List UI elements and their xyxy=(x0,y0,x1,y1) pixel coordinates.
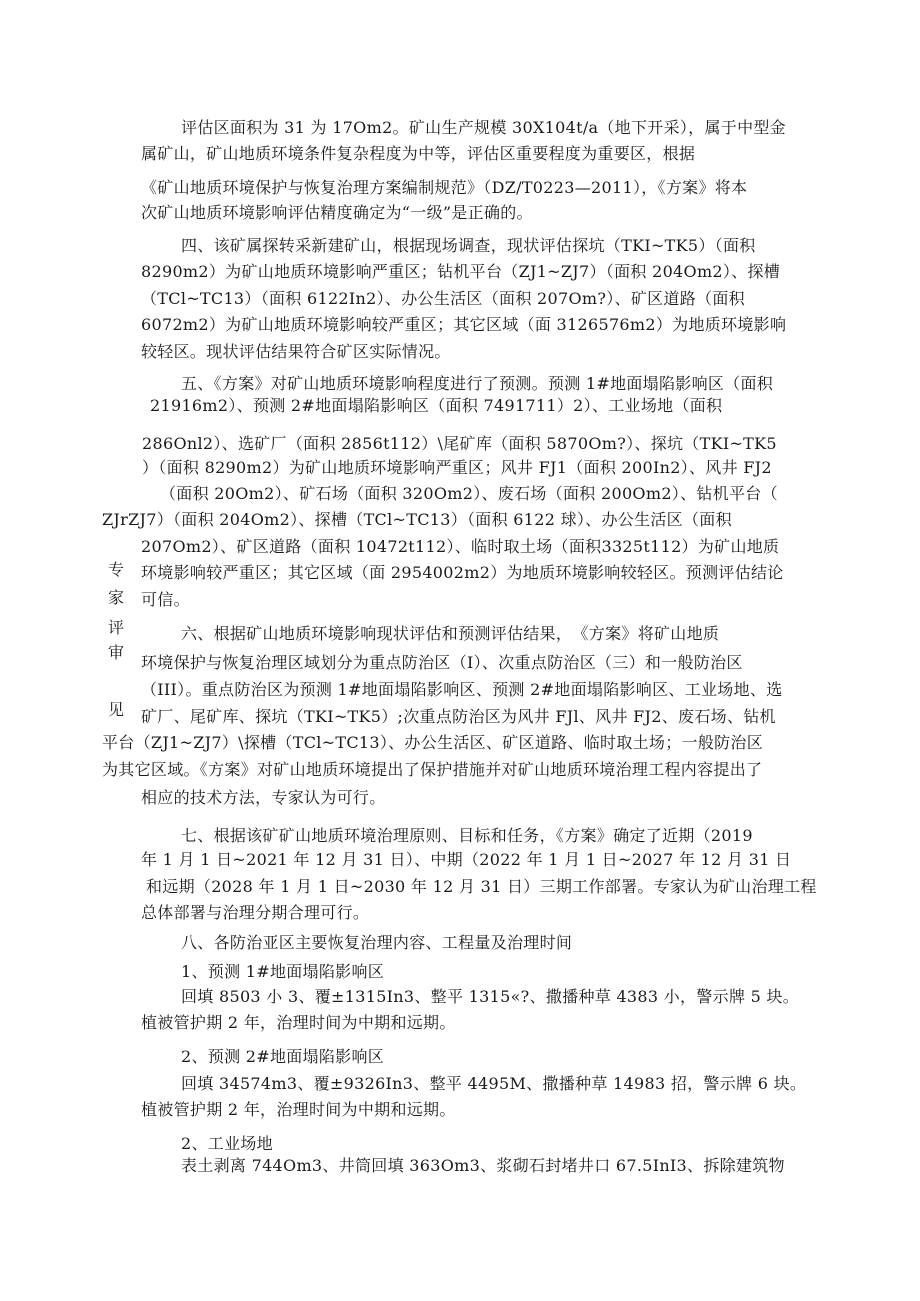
text-line: （III）。重点防治区为预测 1#地面塌陷影响区、预测 2#地面塌陷影响区、工业场地、选 xyxy=(141,680,783,699)
text-line: 评估区面积为 31 为 17Om2。矿山生产规模 30X104t/a（地下开采），属于中型金 xyxy=(181,118,786,137)
text-line: 2、预测 2#地面塌陷影响区 xyxy=(181,1047,385,1066)
text-line: 植被管护期 2 年，治理时间为中期和远期。 xyxy=(141,1013,456,1032)
text-line: 六、根据矿山地质环境影响现状评估和预测评估结果， 《方案》将矿山地质 xyxy=(181,624,720,643)
text-line: 年 1 月 1 日~2021 年 12 月 31 日）、中期（2022 年 1 月 1 日~2027 年 12 月 31 日 xyxy=(141,850,792,869)
side-label-char: 审 xyxy=(108,643,125,662)
text-line: 21916m2）、预测 2#地面塌陷影响区（面积 7491711）2）、工业场地（面积 xyxy=(150,396,723,415)
text-line: 和远期（2028 年 1 月 1 日~2030 年 12 月 31 日）三期工作部署。专家认为矿山治理工程 xyxy=(146,877,817,896)
text-line: （TCl~TC13）（面积 6122In2）、办公生活区（面积 207Om?）、矿区道路（面积 xyxy=(141,289,745,308)
text-line: 总体部署与治理分期合理可行。 xyxy=(141,903,370,922)
text-line: 《矿山地质环境保护与恢复治理方案编制规范》（DZ/T0223—2011），《方案》将本 xyxy=(141,178,748,197)
text-line: 2、工业场地 xyxy=(181,1134,273,1153)
side-label-char: 评 xyxy=(108,618,125,637)
text-line: 平台（ZJ1~ZJ7）\探槽（TCl~TC13）、办公生活区、矿区道路、临时取土场；一般防治区 xyxy=(102,733,764,752)
text-line: 四、该矿属探转采新建矿山，根据现场调查，现状评估探坑（TKI~TK5）（面积 xyxy=(181,236,756,255)
text-line: 1、预测 1#地面塌陷影响区 xyxy=(181,962,385,981)
text-line: 6072m2）为矿山地质环境影响较严重区；其它区域（面 3126576m2）为地质环境影响 xyxy=(141,315,787,334)
text-line: 植被管护期 2 年，治理时间为中期和远期。 xyxy=(141,1100,456,1119)
text-line: 环境影响较严重区；其它区域（面 2954002m2）为地质环境影响较轻区。预测评估结论 xyxy=(141,563,784,582)
text-line: 八、各防治亚区主要恢复治理内容、工程量及治理时间 xyxy=(181,933,573,952)
text-line: 矿厂、尾矿库、探坑（TKI~TK5）;次重点防治区为风井 FJl、风井 FJ2、废石场、钻机 xyxy=(141,707,776,726)
text-line: 为其它区域。《方案》对矿山地质环境提出了保护措施并对矿山地质环境治理工程内容提出了 xyxy=(102,760,763,779)
text-line: 8290m2）为矿山地质环境影响严重区；钻机平台（ZJ1~ZJ7）（面积 204Om2）、探槽 xyxy=(141,262,781,281)
text-line: 表土剥离 744Om3、井筒回填 363Om3、浆砌石封堵井口 67.5InI3、拆除建筑物 xyxy=(181,1156,785,1175)
text-line: ZJrZJ7）（面积 204Om2）、探槽（TCl~TC13）（面积 6122 球）、办公生活区（面积 xyxy=(102,510,732,529)
text-line: 可信。 xyxy=(141,590,190,609)
text-line: 五、《方案》对矿山地质环境影响程度进行了预测。预测 1#地面塌陷影响区（面积 xyxy=(181,374,774,393)
text-line: 207Om2）、矿区道路（面积 10472t112）、临时取土场（面积3325t112）为矿山地质 xyxy=(141,537,780,556)
text-line: （面积 20Om2）、矿石场（面积 320Om2）、废石场（面积 200Om2）、钻机平台（ xyxy=(160,484,778,503)
text-line: 回填 34574m3、覆±9326In3、整平 4495M、撒播种草 14983 招，警示牌 6 块。 xyxy=(181,1074,807,1093)
text-line: 286Onl2）、选矿厂（面积 2856t112）\尾矿库（面积 5870Om?）、探坑（TKI~TK5 xyxy=(142,434,777,453)
text-line: 七、根据该矿矿山地质环境治理原则、目标和任务，《方案》确定了近期（2019 xyxy=(181,826,753,845)
side-label-char: 专 xyxy=(108,560,125,579)
text-line: 较轻区。现状评估结果符合矿区实际情况。 xyxy=(141,342,451,361)
text-line: 相应的技术方法，专家认为可行。 xyxy=(141,788,386,807)
text-line: 次矿山地质环境影响评估精度确定为“一级”是正确的。 xyxy=(141,203,533,222)
side-label-char: 见 xyxy=(108,700,125,719)
text-line: 回填 8503 小 3、覆±1315In3、整平 1315«?、撒播种草 4383 小，警示牌 5 块。 xyxy=(181,987,800,1006)
text-line: ）（面积 8290m2）为矿山地质环境影响严重区；风井 FJ1（面积 200In2）、风井 FJ2 xyxy=(142,458,772,477)
text-line: 属矿山，矿山地质环境条件复杂程度为中等，评估区重要程度为重要区，根据 xyxy=(141,144,696,163)
side-label-char: 家 xyxy=(108,588,125,607)
text-line: 环境保护与恢复治理区域划分为重点防治区（I）、次重点防治区（三）和一般防治区 xyxy=(141,653,743,672)
